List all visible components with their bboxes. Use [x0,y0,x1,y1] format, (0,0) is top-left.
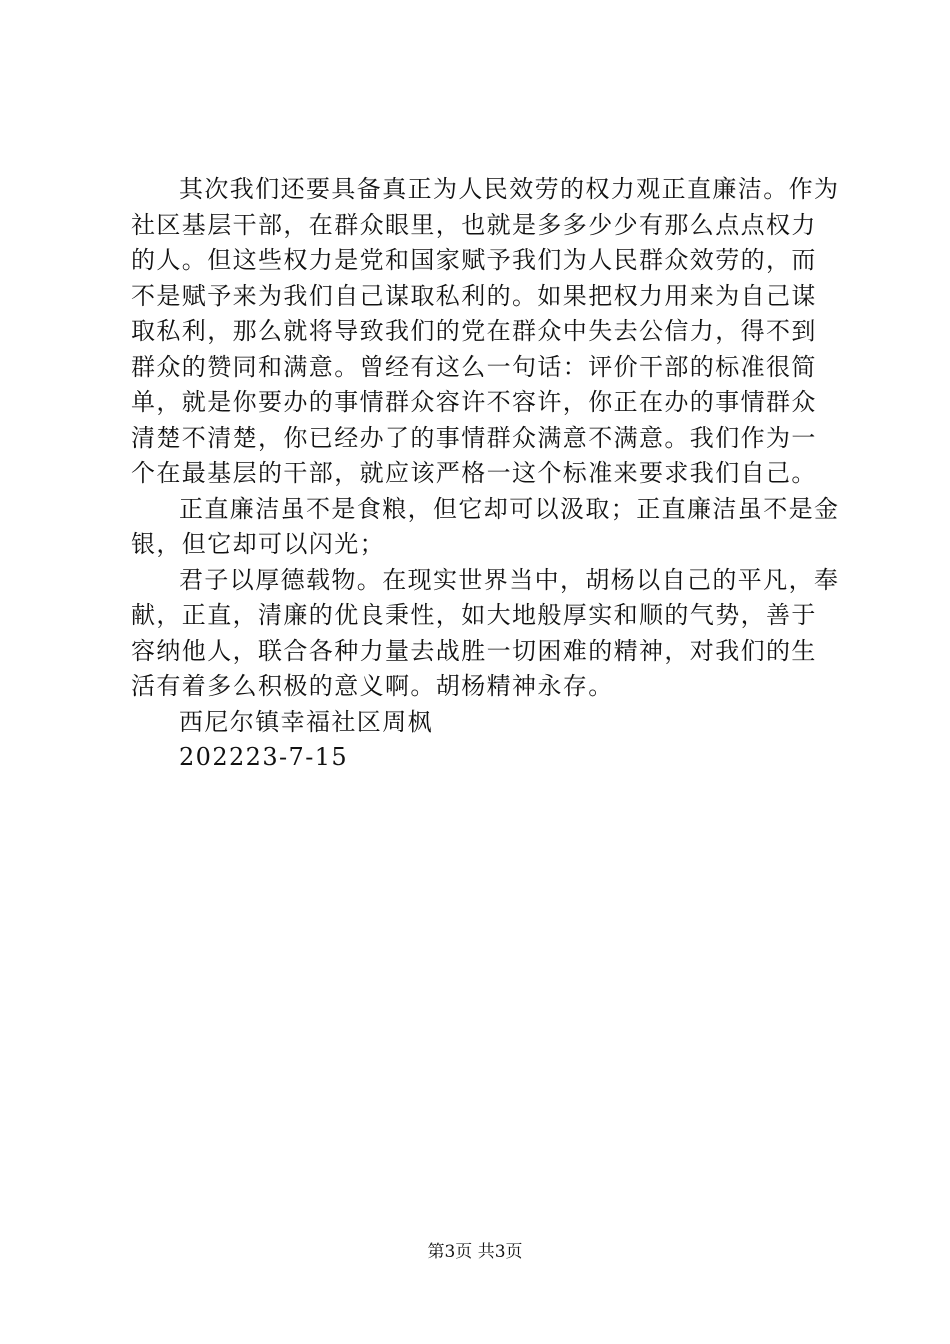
paragraph-3-line-3: 容纳他人，联合各种力量去战胜一切困难的精神，对我们的生 [131,636,817,665]
signature: 西尼尔镇幸福社区周枫 [179,707,433,736]
paragraph-1-line-3: 的人。但这些权力是党和国家赋予我们为人民群众效劳的，而 [131,246,817,274]
paragraph-1-line-1: 其次我们还要具备真正为人民效劳的权力观正直廉洁。作为 [179,175,840,203]
paragraph-3-line-4: 活有着多么积极的意义啊。胡杨精神永存。 [131,672,614,700]
paragraph-1-line-5: 取私利，那么就将导致我们的党在群众中失去公信力，得不到 [131,317,817,345]
paragraph-1-line-6: 群众的赞同和满意。曾经有这么一句话：评价干部的标准很简 [131,352,817,381]
page-number: 第3页 共3页 [427,1242,523,1262]
paragraph-1-line-2: 社区基层干部，在群众眼里，也就是多多少少有那么点点权力 [131,210,817,239]
paragraph-3-line-1: 君子以厚德载物。在现实世界当中，胡杨以自己的平凡，奉 [179,565,840,594]
paragraph-2-line-1: 正直廉洁虽不是食粮，但它却可以汲取；正直廉洁虽不是金 [179,494,840,523]
paragraph-1-line-4: 不是赋予来为我们自己谋取私利的。如果把权力用来为自己谋 [131,281,817,310]
paragraph-2-line-2: 银，但它却可以闪光； [131,530,385,558]
paragraph-1-line-7: 单，就是你要办的事情群众容许不容许，你正在办的事情群众 [131,388,817,416]
page-footer [0,1241,950,1263]
paragraph-1-line-8: 清楚不清楚，你已经办了的事情群众满意不满意。我们作为一 [131,423,817,452]
document-body [131,172,840,776]
paragraph-3-line-2: 献，正直，清廉的优良秉性，如大地般厚实和顺的气势，善于 [131,601,817,629]
paragraph-1-line-9: 个在最基层的干部，就应该严格一这个标准来要求我们自己。 [131,459,817,487]
date: 202223-7-15 [179,743,349,771]
